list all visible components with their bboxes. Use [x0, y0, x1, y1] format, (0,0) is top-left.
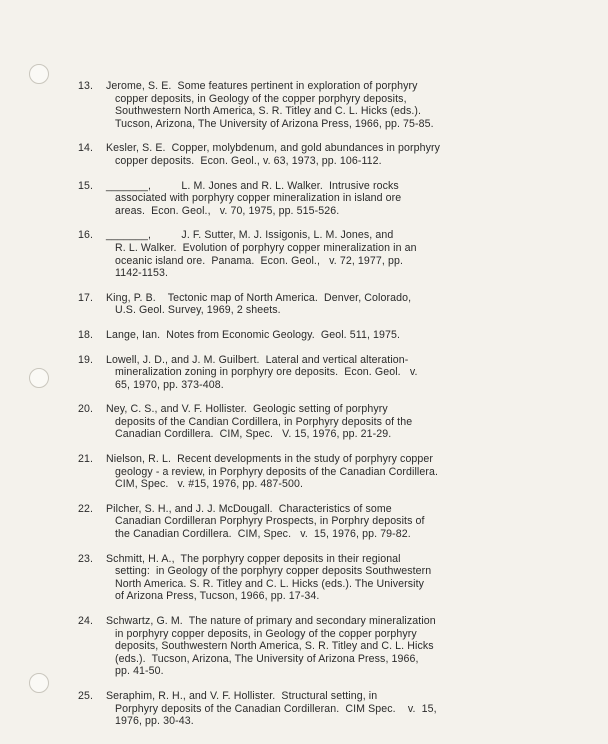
reference-line: in porphyry copper deposits, in Geology of the copper porphyry	[115, 627, 417, 640]
reference-entry	[78, 503, 578, 541]
reference-number: 19.	[78, 353, 94, 366]
reference-text	[106, 180, 578, 218]
reference-line: setting: in Geology of the porphyry copper deposits Southwestern	[115, 565, 432, 578]
reference-line: copper deposits. Econ. Geol., v. 63, 1973, pp. 106-112.	[115, 154, 382, 167]
reference-entry	[78, 292, 578, 317]
reference-number: 21.	[78, 453, 94, 466]
reference-number: 24.	[78, 615, 94, 627]
reference-line: Southwestern North America, S. R. Titley and C. L. Hicks (eds.).	[115, 105, 422, 118]
reference-line: _______, L. M. Jones and R. L. Walker. Intrusive rocks	[106, 179, 399, 192]
reference-line: pp. 41-50.	[115, 665, 164, 678]
reference-line: copper deposits, in Geology of the copper porphyry deposits,	[115, 92, 407, 105]
reference-line: Nielson, R. L. Recent developments in the study of porphyry copper	[106, 453, 434, 466]
reference-entry	[78, 329, 578, 342]
reference-entry	[78, 690, 578, 728]
reference-line: Schmitt, H. A., The porphyry copper deposits in their regional	[106, 552, 401, 565]
reference-entry	[78, 553, 578, 603]
reference-line: 1142-1153.	[115, 267, 169, 280]
reference-line: Ney, C. S., and V. F. Hollister. Geologic setting of porphyry	[106, 403, 388, 416]
binder-hole	[29, 64, 49, 84]
reference-text	[106, 553, 578, 603]
reference-line: Lange, Ian. Notes from Economic Geology. Geol. 511, 1975.	[106, 328, 401, 341]
reference-line: deposits, Southwestern North America, S. R. Titley and C. L. Hicks	[115, 640, 434, 653]
reference-line: geology - a review, in Porphyry deposits of the Canadian Cordillera.	[115, 465, 439, 478]
reference-line: King, P. B. Tectonic map of North America. Denver, Colorado,	[106, 291, 412, 304]
reference-text	[106, 403, 578, 441]
reference-line: 65, 1970, pp. 373-408.	[115, 378, 224, 391]
reference-line: U.S. Geol. Survey, 1969, 2 sheets.	[115, 304, 281, 317]
reference-text	[106, 292, 578, 317]
reference-line: Kesler, S. E. Copper, molybdenum, and gold abundances in porphyry	[106, 142, 441, 155]
reference-entry	[78, 615, 578, 678]
reference-line: deposits of the Candian Cordillera, in Porphyry deposits of the	[115, 415, 413, 428]
reference-line: oceanic island ore. Panama. Econ. Geol., v. 72, 1977, pp.	[115, 254, 403, 267]
reference-number: 25.	[78, 689, 94, 702]
reference-entry	[78, 80, 578, 130]
reference-text	[106, 229, 578, 279]
reference-line: (eds.). Tucson, Arizona, The University of Arizona Press, 1966,	[115, 652, 419, 665]
reference-text	[106, 615, 578, 678]
reference-number: 13.	[78, 80, 94, 92]
reference-text	[106, 329, 578, 342]
reference-line: Schwartz, G. M. The nature of primary and secondary mineralization	[106, 615, 436, 627]
reference-line: Canadian Cordillera. CIM, Spec. V. 15, 1976, pp. 21-29.	[115, 428, 392, 441]
reference-list	[78, 80, 578, 740]
reference-text	[106, 503, 578, 541]
reference-line: Tucson, Arizona, The University of Arizona Press, 1966, pp. 75-85.	[115, 117, 434, 130]
reference-line: R. L. Walker. Evolution of porphyry copper mineralization in an	[115, 241, 417, 254]
reference-line: Porphyry deposits of the Canadian Cordilleran. CIM Spec. v. 15,	[115, 702, 437, 715]
reference-line: mineralization zoning in porphyry ore deposits. Econ. Geol. v.	[115, 366, 418, 379]
reference-text	[106, 80, 578, 130]
reference-number: 16.	[78, 229, 94, 242]
reference-line: _______, J. F. Sutter, M. J. Issigonis, L. M. Jones, and	[106, 229, 394, 242]
reference-entry	[78, 180, 578, 218]
reference-line: 1976, pp. 30-43.	[115, 715, 194, 728]
reference-text	[106, 690, 578, 728]
reference-entry	[78, 354, 578, 392]
reference-line: CIM, Spec. v. #15, 1976, pp. 487-500.	[115, 478, 304, 491]
binder-hole	[29, 368, 49, 388]
reference-line: areas. Econ. Geol., v. 70, 1975, pp. 515-526.	[115, 204, 340, 217]
reference-line: North America. S. R. Titley and C. L. Hicks (eds.). The University	[115, 577, 425, 590]
reference-text	[106, 354, 578, 392]
reference-line: of Arizona Press, Tucson, 1966, pp. 17-34.	[115, 590, 320, 603]
reference-number: 23.	[78, 552, 94, 565]
reference-entry	[78, 229, 578, 279]
reference-line: Jerome, S. E. Some features pertinent in exploration of porphyry	[106, 80, 418, 92]
reference-text	[106, 453, 578, 491]
reference-number: 14.	[78, 142, 94, 155]
reference-entry	[78, 403, 578, 441]
reference-line: associated with porphyry copper mineralization in island ore	[115, 192, 402, 205]
binder-hole	[29, 673, 49, 693]
reference-number: 17.	[78, 291, 94, 304]
reference-entry	[78, 453, 578, 491]
reference-text	[106, 142, 578, 167]
reference-line: the Canadian Cordillera. CIM, Spec. v. 15, 1976, pp. 79-82.	[115, 528, 411, 541]
reference-number: 18.	[78, 328, 94, 341]
reference-line: Seraphim, R. H., and V. F. Hollister. Structural setting, in	[106, 689, 378, 702]
reference-entry	[78, 142, 578, 167]
reference-number: 15.	[78, 179, 94, 192]
reference-number: 20.	[78, 403, 94, 416]
reference-line: Lowell, J. D., and J. M. Guilbert. Lateral and vertical alteration-	[106, 353, 409, 366]
reference-line: Canadian Cordilleran Porphyry Prospects, in Porphry deposits of	[115, 515, 425, 528]
reference-number: 22.	[78, 502, 94, 515]
reference-line: Pilcher, S. H., and J. J. McDougall. Characteristics of some	[106, 502, 392, 515]
